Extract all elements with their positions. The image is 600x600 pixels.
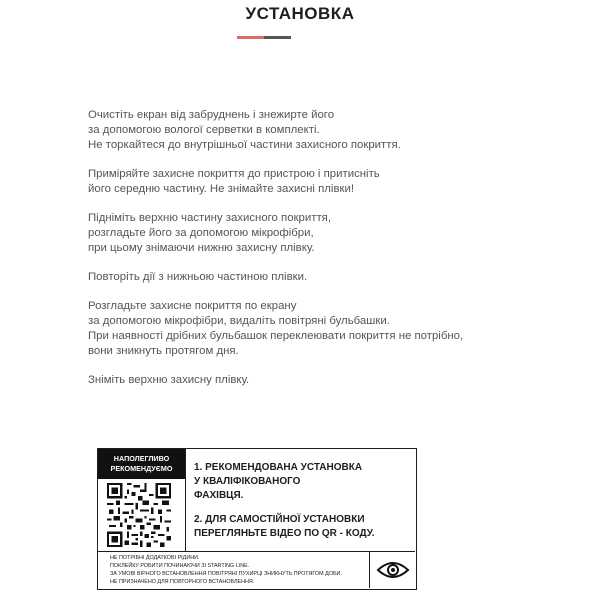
card-line: У КВАЛІФІКОВАНОГО — [194, 476, 301, 487]
instruction-line: розгладьте його за допомогою мікрофібри, — [88, 227, 314, 239]
instruction-step-6 — [88, 373, 528, 388]
eye-icon — [376, 558, 410, 582]
instruction-step-1 — [88, 108, 528, 153]
instruction-line: Розгладьте захисне покриття по екрану — [88, 300, 297, 312]
instruction-line: При наявності дрібних бульбашок переклеювати покриття не потрібно, — [88, 330, 464, 342]
card-right-column — [194, 461, 412, 551]
instruction-step-4 — [88, 270, 528, 285]
page-title: УСТАНОВКА — [245, 4, 355, 23]
instruction-line: його середню частину. Не знімайте захисні плівки! — [88, 183, 355, 195]
card-line: 2. ДЛЯ САМОСТІЙНОЇ УСТАНОВКИ — [194, 514, 365, 525]
instruction-step-2 — [88, 167, 528, 197]
instruction-list — [88, 108, 528, 402]
recommend-badge — [98, 449, 185, 479]
footnote: НЕ ПОТРІБНІ ДОДАТКОВІ РІДИНИ. — [110, 555, 200, 561]
instruction-line: Повторіть дії з нижньою частиною плівки. — [88, 271, 308, 283]
instruction-line: Не торкайтеся до внутрішньої частини захисного покриття. — [88, 139, 401, 151]
card-line: ПЕРЕГЛЯНЬТЕ ВІДЕО ПО QR - КОДУ. — [194, 528, 375, 539]
card-footer — [98, 551, 415, 588]
footnote: ПОКЛЕЙКУ РОБИТИ ПОЧИНАЮЧИ ЗІ STARTING LINE. — [110, 563, 250, 569]
qr-code-icon[interactable] — [107, 483, 171, 547]
instruction-step-3 — [88, 211, 528, 256]
instruction-line: за допомогою вологої серветки в комплекті. — [88, 124, 320, 136]
eye-icon-box — [369, 552, 415, 588]
instruction-line: Зніміть верхню захисну плівку. — [88, 374, 250, 386]
instruction-line: при цьому знімаючи нижню захисну плівку. — [88, 242, 315, 254]
instruction-line: Підніміть верхню частину захисного покриття, — [88, 212, 332, 224]
badge-line: НАПОЛЕГЛИВО — [113, 454, 170, 463]
instruction-line: за допомогою мікрофібри, видаліть повітряні бульбашки. — [88, 315, 390, 327]
card-left-column — [98, 449, 186, 551]
footnotes — [110, 554, 365, 586]
self-install-note — [194, 513, 412, 541]
recommendation-card — [97, 448, 417, 590]
instruction-step-5 — [88, 299, 528, 359]
instruction-line: Очистіть екран від забруднень і знежирте його — [88, 109, 335, 121]
underline-accent-segment — [237, 36, 264, 39]
underline-dark-segment — [264, 36, 291, 39]
instruction-line: Приміряйте захисне покриття до пристрою і притисніть — [88, 168, 380, 180]
footnote: ЗА УМОВІ ВІРНОГО ВСТАНОВЛЕННЯ ПОВІТРЯНІ ПУХИРЦІ ЗНИКНУТЬ ПРОТЯГОМ ДОБИ. — [110, 571, 342, 577]
professional-install-note — [194, 461, 412, 503]
badge-line: РЕКОМЕНДУЄМО — [110, 464, 173, 473]
footnote: НЕ ПРИЗНАЧЕНО ДЛЯ ПОВТОРНОГО ВСТАНОВЛЕННЯ. — [110, 579, 255, 585]
card-line: 1. РЕКОМЕНДОВАНА УСТАНОВКА — [194, 462, 363, 473]
card-line: ФАХІВЦЯ. — [194, 490, 244, 501]
instruction-line: вони зникнуть протягом дня. — [88, 345, 239, 357]
title-underline — [237, 36, 291, 39]
